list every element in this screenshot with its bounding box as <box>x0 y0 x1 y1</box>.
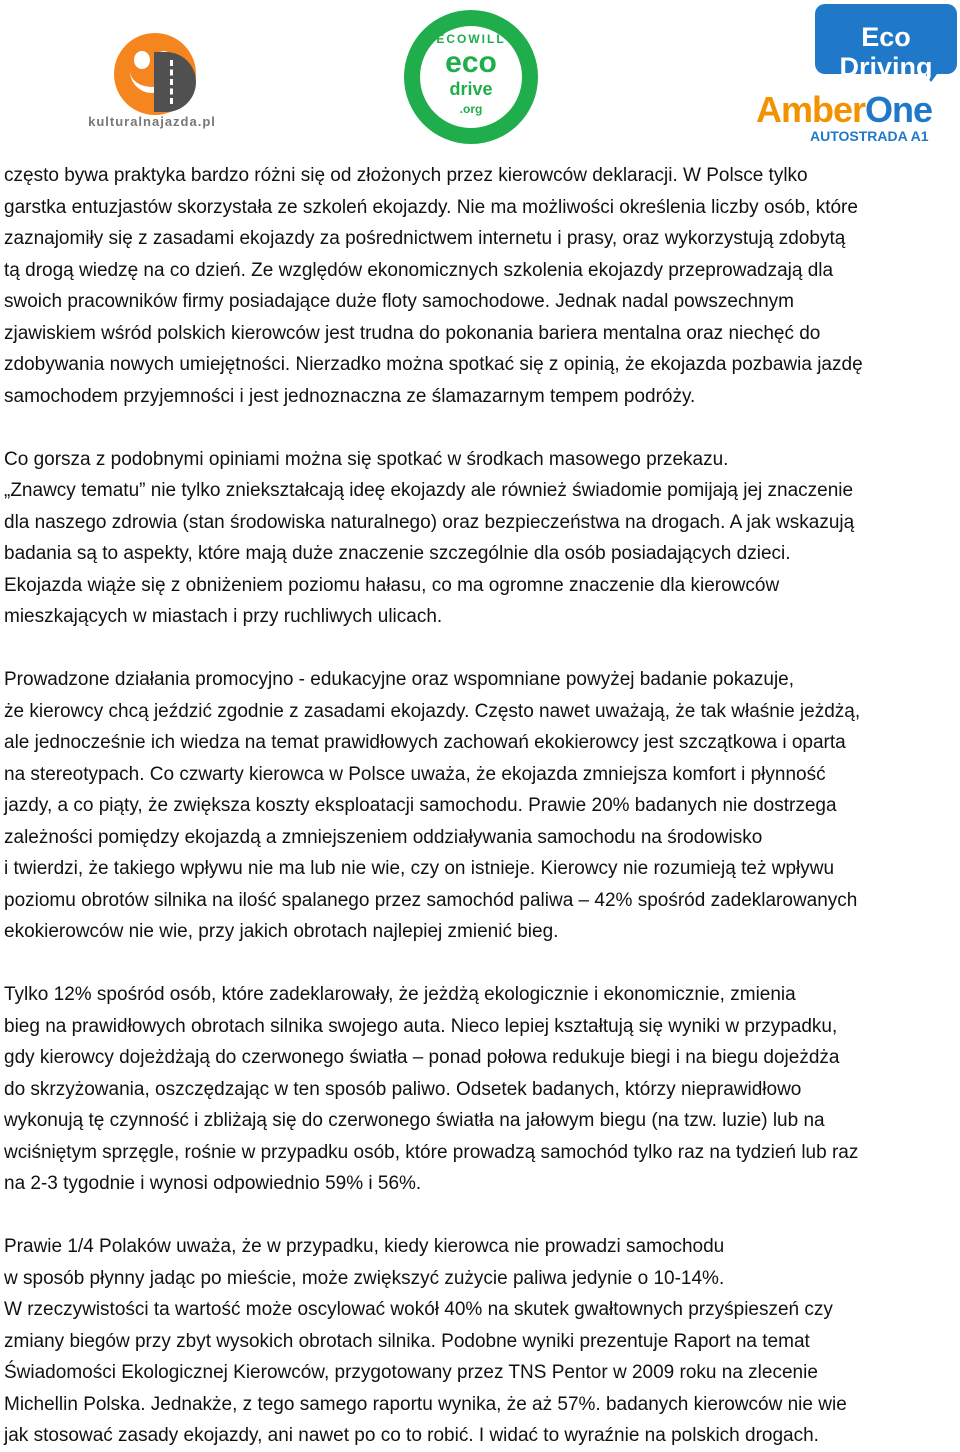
amber-word: Amber <box>756 89 866 130</box>
paragraph-3: Prowadzone działania promocyjno - edukacyjne oraz wspomniane powyżej badanie pokazuje, że kierowcy chcą jeździć zgodnie z zasadami ekojazdy. Często nawet uważają, że tak właśnie jeżdżą, ale jednocześnie ich wiedza na temat prawidłowych zachowań ekokierowcy jest szczątkowa i oparta na stereotypach. Co czwarty kierowca w Polsce uważa, że ekojazda zmniejsza komfort i płynność jazdy, a co piąty, że zwiększa koszty eksploatacji samochodu. Prawie 20% badanych nie dostrzega zależności pomiędzy ekojazdą a zmniejszeniem oddziaływania samochodu na środowisko i twierdzi, że takiego wpływu nie ma lub nie wie, czy on istnieje. Kierowcy nie rozumieją też wpływu poziomu obrotów silnika na ilość spalanego przez samochód paliwa – 42% spośród zadeklarowanych ekokierowców nie wie, przy jakich obrotach najlepiej zmienić bieg. <box>4 669 861 942</box>
ecodrive-top-text: ECOWILL <box>436 32 506 46</box>
amberone-logo-text <box>756 89 933 130</box>
amberone-logo[interactable] <box>756 89 956 148</box>
ecodriving-logo[interactable] <box>815 4 957 82</box>
ecodrive-logo[interactable] <box>404 10 538 144</box>
header-logos <box>0 0 960 155</box>
kulturalnajazda-logo-text: kulturalnajazda.pl <box>88 114 216 129</box>
paragraph-4: Tylko 12% spośród osób, które zadeklarowały, że jeżdżą ekologicznie i ekonomicznie, zmienia bieg na prawidłowych obrotach silnika swojego auta. Nieco lepiej kształtują się wyniki w przypadku, gdy kierowcy dojeżdżają do czerwonego światła – ponad połowa redukuje biegi i na biegu dojeżdża do skrzyżowania, oszczędzając w ten sposób paliwo. Odsetek badanych, którzy nieprawidłowo wykonują tę czynność i zbliżają się do czerwonego światła na jałowym biegu (na tzw. luzie) lub na wciśniętym sprzęgle, rośnie w przypadku osób, które prowadzą samochód tylko raz na tydzień lub raz na 2-3 tygodnie i wynosi odpowiednio 59% i 56%. <box>4 984 859 1194</box>
ecodrive-drive-text: drive <box>449 79 493 99</box>
kulturalnajazda-logo[interactable] <box>72 30 232 135</box>
paragraph-2: Co gorsza z podobnymi opiniami można się spotkać w środkach masowego przekazu. „Znawcy tematu” nie tylko zniekształcają ideę ekojazdy ale również świadomie pomijają jej znaczenie dla naszego zdrowia (stan środowiska naturalnego) oraz bezpieczeństwa na drogach. A jak wskazują badania są to aspekty, które mają duże znaczenie szczególnie dla osób posiadających dzieci. Ekojazda wiąże się z obniżeniem poziomu hałasu, co ma ogromne znaczenie dla kierowców mieszkających w miastach i przy ruchliwych ulicach. <box>4 448 855 627</box>
paragraph-1: często bywa praktyka bardzo różni się od złożonych przez kierowców deklaracji. W Polsce tylko garstka entuzjastów skorzystała ze szkoleń ekojazdy. Nie ma możliwości określenia liczby osób, które zaznajomiły się z zasadami ekojazdy za pośrednictwem internetu i prasy, oraz wykorzystują zdobytą tą drogą wiedzę na co dzień. Ze względów ekonomicznych szkolenia ekojazdy przeprowadzają dla swoich pracowników firmy posiadające duże floty samochodowe. Jednak nadal powszechnym zjawiskiem wśród polskich kierowców jest trudna do pokonania bariera mentalna oraz niechęć do zdobywania nowych umiejętności. Nierzadko można spotkać się z opinią, że ekojazda pozbawia jazdę samochodem przyjemności i jest jednoznaczna ze ślamazarnym tempem podróży. <box>4 165 863 407</box>
ecodriving-logo-text: Eco Driving <box>839 22 933 82</box>
document-body <box>4 160 955 1452</box>
amberone-subtitle: AUTOSTRADA A1 <box>810 128 929 144</box>
paragraph-5: Prawie 1/4 Polaków uważa, że w przypadku, kiedy kierowca nie prowadzi samochodu w sposób płynny jadąc po mieście, może zwiększyć zużycie paliwa jedynie o 10-14%. W rzeczywistości ta wartość może oscylować wokół 40% na skutek gwałtownych przyśpieszeń czy zmiany biegów przy zbyt wysokich obrotach silnika. Podobne wyniki prezentuje Raport na temat Świadomości Ekologicznej Kierowców, przygotowany przez TNS Pentor w 2009 roku na zlecenie Michellin Polska. Jednakże, z tego samego raportu wynika, że aż 57%. badanych kierowców nie wie jak stosować zasady ekojazdy, ani nawet po co to robić. I widać to wyraźnie na polskich drogach. <box>4 1236 847 1446</box>
road-dashed-line <box>170 60 177 104</box>
one-word: One <box>865 89 933 130</box>
ecodrive-eco-text: eco <box>445 46 497 79</box>
ecodrive-org-text: .org <box>459 102 483 116</box>
